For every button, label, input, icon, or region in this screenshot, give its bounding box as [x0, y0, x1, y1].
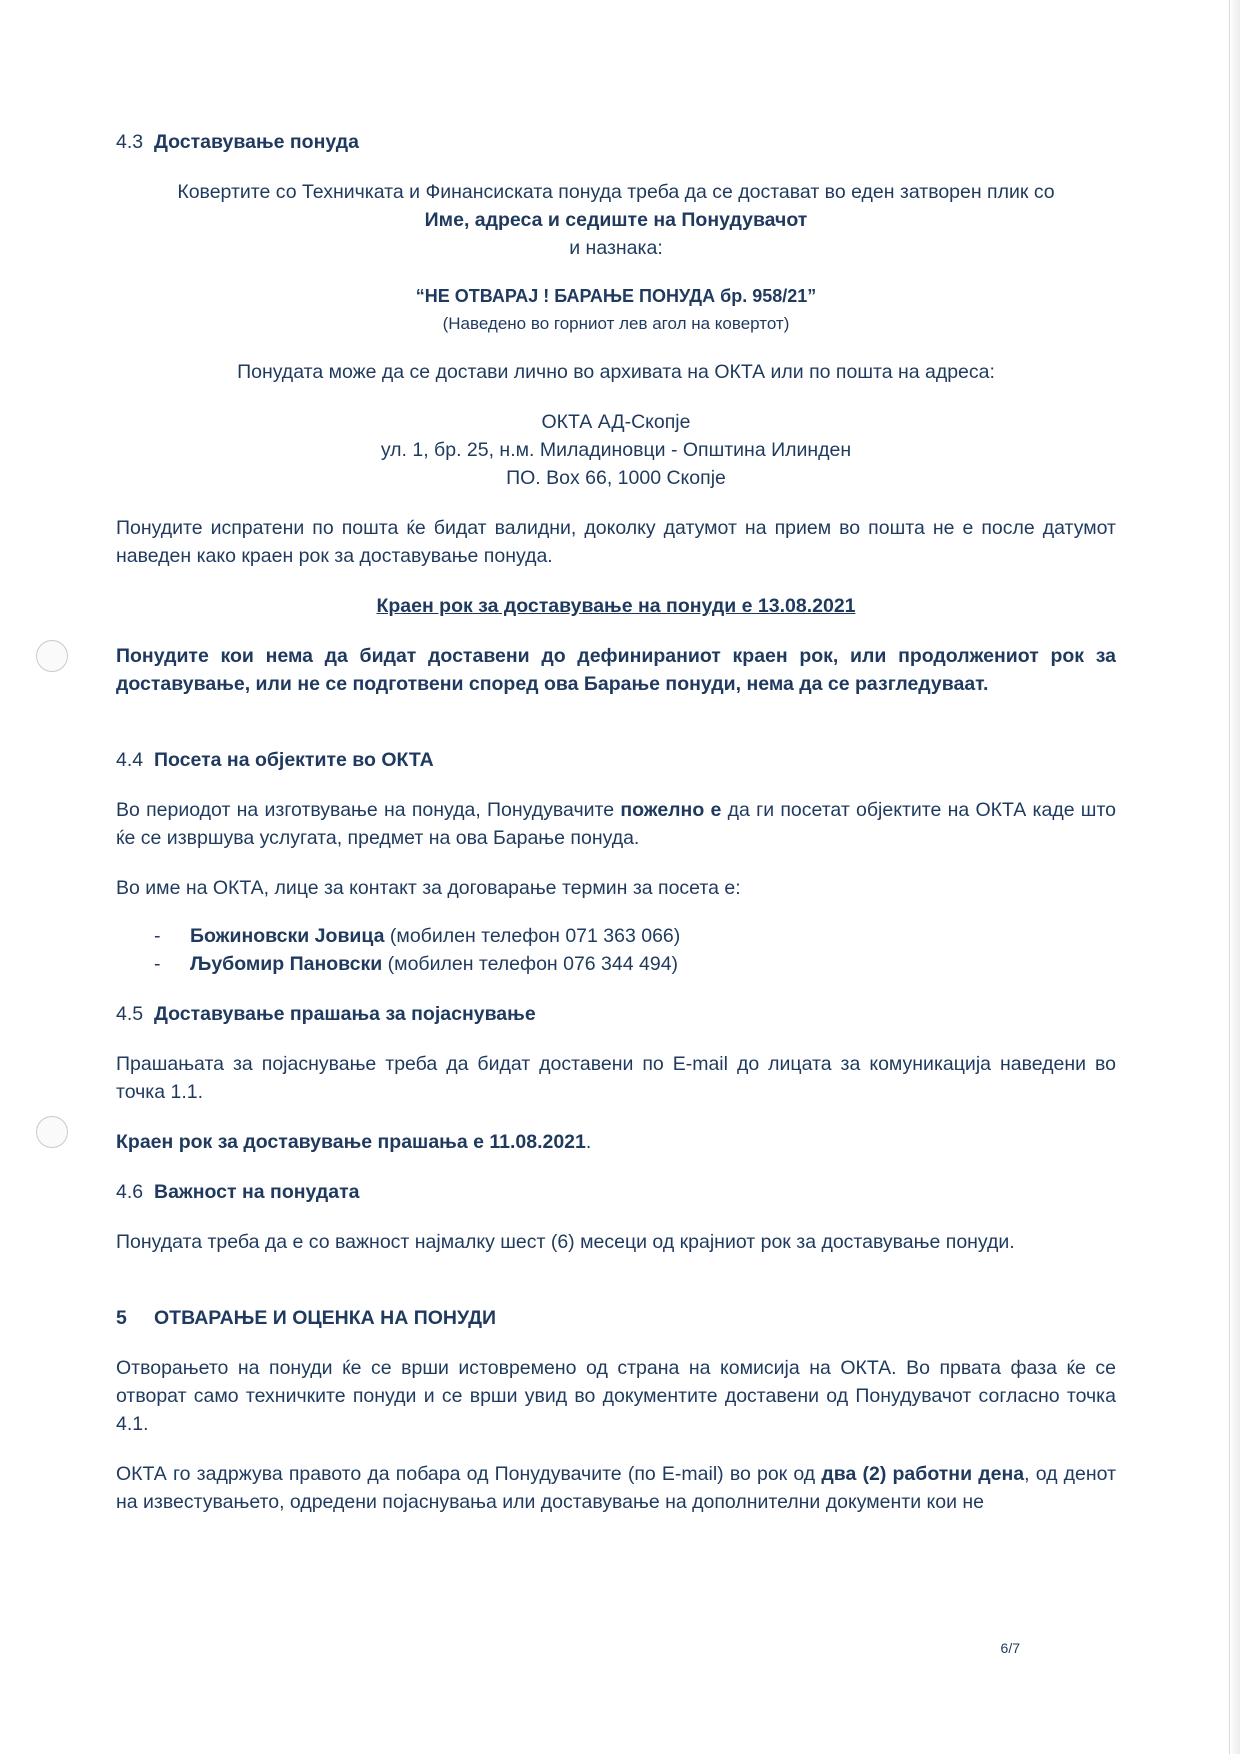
- text-run: , од денот на известувањето, одредени појаснувања или доставување на дополнителни документи кои не: [116, 1463, 1117, 1513]
- list-item: [116, 950, 1116, 978]
- section-heading-5: [116, 1304, 1116, 1332]
- text-run: да ги посетат објектите на ОКТА каде што ќе се извршува услугата, предмет на ова Барање понуда.: [116, 799, 1117, 849]
- section-title: Доставување прашања за појаснување: [154, 1003, 536, 1025]
- envelope-intro: Ковертите со Техничката и Финансиската понуда треба да се достават во еден затворен плик со: [177, 181, 1055, 203]
- section-number: 5: [116, 1307, 127, 1329]
- contact-list: [116, 922, 1116, 978]
- page-edge: [1229, 0, 1240, 1754]
- document-body: [116, 128, 1116, 1516]
- late-offers-paragraph: Понудите кои нема да бидат доставени до дефинираниот краен рок, или продолжениот рок за доставување, или не се подготвени според ова Барање понуди, нема да се разгледуваат.: [116, 645, 1116, 695]
- list-dash: -: [154, 953, 161, 975]
- section-title: Посета на објектите во ОКТА: [154, 749, 434, 771]
- section-title: ОТВАРАЊЕ И ОЦЕНКА НА ПОНУДИ: [154, 1307, 497, 1329]
- section-heading-4-5: [116, 1000, 1116, 1028]
- section-number: 4.5: [116, 1003, 144, 1025]
- section-number: 4.6: [116, 1181, 144, 1203]
- questions-paragraph: Прашањата за појаснување треба да бидат доставени по E-mail до лицата за комуникација наведени во точка 1.1.: [116, 1053, 1116, 1103]
- section-heading-4-4: [116, 746, 1116, 774]
- punch-hole: [36, 640, 68, 672]
- address-line-1: ОКТА АД-Скопје: [541, 411, 691, 433]
- mark-note: (Наведено во горниот лев агол на ковертот): [442, 314, 790, 333]
- visit-paragraph: [116, 796, 1116, 852]
- opening-paragraph: Отворањето на понуди ќе се врши истовремено од страна на комисија на ОКТА. Во првата фаза ќе се отворат само техничките понуди и се врши увид во документите доставени од Понудувачот согласно точка 4.1.: [116, 1357, 1116, 1435]
- section-number: 4.3: [116, 131, 144, 153]
- address-line-3: ПО. Box 66, 1000 Скопје: [506, 467, 726, 489]
- text-run-bold: пожелно е: [620, 799, 722, 821]
- section-number: 4.4: [116, 749, 144, 771]
- text-run: .: [585, 1131, 592, 1153]
- section-heading-4-3: [116, 128, 1116, 156]
- offer-deadline: Краен рок за доставување на понуди е 13.08.2021: [376, 595, 856, 617]
- text-run-bold: два (2) работни дена: [821, 1463, 1025, 1485]
- address-line-2: ул. 1, бр. 25, н.м. Миладиновци - Општина Илинден: [380, 439, 852, 461]
- questions-deadline: [116, 1128, 1116, 1156]
- post-validity-paragraph: Понудите испратени по пошта ќе бидат валидни, доколку датумот на прием во пошта не е после датумот наведен како краен рок за доставување понуда.: [116, 517, 1116, 567]
- section-title: Доставување понуда: [154, 131, 359, 153]
- section-heading-4-6: [116, 1178, 1116, 1206]
- validity-paragraph: Понудата треба да е со важност најмалку шест (6) месеци од крајниот рок за доставување понуди.: [116, 1231, 1015, 1253]
- contact-intro: Во име на ОКТА, лице за контакт за договарање термин за посета е:: [116, 877, 741, 899]
- bidder-name-line: Име, адреса и седиште на Понудувачот: [424, 209, 808, 231]
- section-title: Важност на понудата: [154, 1181, 360, 1203]
- text-run: ОКТА го задржува правото да побара од Понудувачите (по E-mail) во рок од: [116, 1463, 822, 1485]
- contact-name: Љубомир Пановски: [190, 953, 383, 975]
- contact-phone: (мобилен телефон 071 363 066): [384, 925, 681, 947]
- list-item: [116, 922, 1116, 950]
- mark-label: и назнака:: [569, 237, 663, 259]
- page-number: 6/7: [1000, 1640, 1020, 1656]
- text-run: Во периодот на изготвување на понуда, Понудувачите: [116, 799, 621, 821]
- clarification-paragraph: [116, 1460, 1116, 1516]
- list-dash: -: [154, 925, 161, 947]
- text-run-bold: Краен рок за доставување прашања е 11.08.2021: [116, 1131, 586, 1153]
- contact-name: Божиновски Јовица: [190, 925, 385, 947]
- punch-hole: [36, 1116, 68, 1148]
- delivery-instruction: Понудата може да се достави лично во архивата на ОКТА или по пошта на адреса:: [237, 361, 995, 383]
- contact-phone: (мобилен телефон 076 344 494): [382, 953, 679, 975]
- do-not-open-mark: “НЕ ОТВАРАЈ ! БАРАЊЕ ПОНУДА бр. 958/21”: [415, 286, 817, 306]
